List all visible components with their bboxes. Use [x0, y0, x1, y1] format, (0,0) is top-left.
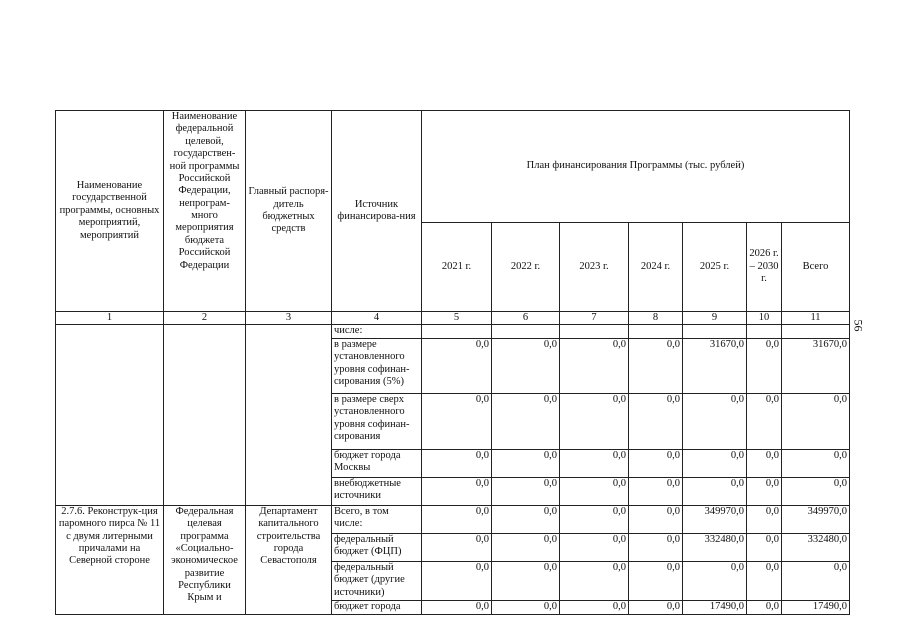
source-cell: внебюджетные источники	[332, 477, 422, 505]
value-cell: 0,0	[629, 600, 683, 614]
column-number: 11	[782, 312, 850, 325]
value-cell: 0,0	[422, 561, 492, 600]
column-number: 10	[747, 312, 782, 325]
header-financing-plan: План финансирования Программы (тыс. рублей)	[422, 111, 850, 223]
value-cell: 349970,0	[683, 505, 747, 533]
header-year-2021: 2021 г.	[422, 223, 492, 312]
empty-cell	[492, 325, 560, 338]
value-cell: 0,0	[629, 561, 683, 600]
federal-program-name: Федеральная целевая программа «Социально-экономическое развитие Республики Крым и	[164, 505, 246, 614]
value-cell: 0,0	[560, 393, 629, 449]
budget-manager-name: Департамент капитального строительства города Севастополя	[246, 505, 332, 614]
header-year-2022: 2022 г.	[492, 223, 560, 312]
value-cell: 0,0	[629, 505, 683, 533]
financing-table	[55, 110, 850, 615]
value-cell: 0,0	[629, 449, 683, 477]
value-cell: 0,0	[422, 505, 492, 533]
value-cell: 0,0	[782, 477, 850, 505]
empty-cell	[782, 325, 850, 338]
value-cell: 0,0	[747, 338, 782, 393]
value-cell: 0,0	[683, 561, 747, 600]
value-cell: 31670,0	[782, 338, 850, 393]
header-year-2024: 2024 г.	[629, 223, 683, 312]
source-cell: бюджет города Москвы	[332, 449, 422, 477]
column-number: 7	[560, 312, 629, 325]
value-cell: 0,0	[747, 533, 782, 561]
column-number-row	[56, 312, 850, 325]
value-cell: 0,0	[683, 393, 747, 449]
column-number: 1	[56, 312, 164, 325]
empty-cell	[246, 325, 332, 505]
column-number: 4	[332, 312, 422, 325]
column-number: 8	[629, 312, 683, 325]
value-cell: 0,0	[422, 477, 492, 505]
value-cell: 0,0	[782, 449, 850, 477]
source-cell: бюджет города	[332, 600, 422, 614]
value-cell: 332480,0	[782, 533, 850, 561]
value-cell: 0,0	[629, 338, 683, 393]
value-cell: 0,0	[492, 600, 560, 614]
source-cell: Всего, в том числе:	[332, 505, 422, 533]
table-row	[56, 325, 850, 338]
value-cell: 0,0	[747, 477, 782, 505]
value-cell: 31670,0	[683, 338, 747, 393]
value-cell: 0,0	[560, 505, 629, 533]
value-cell: 0,0	[560, 449, 629, 477]
empty-cell	[560, 325, 629, 338]
source-cell: федеральный бюджет (ФЦП)	[332, 533, 422, 561]
source-cell: числе:	[332, 325, 422, 338]
value-cell: 0,0	[560, 477, 629, 505]
value-cell: 0,0	[747, 600, 782, 614]
value-cell: 0,0	[492, 561, 560, 600]
page-number: 56	[851, 319, 866, 332]
empty-cell	[629, 325, 683, 338]
column-number: 5	[422, 312, 492, 325]
value-cell: 17490,0	[782, 600, 850, 614]
header-federal-program: Наименование федеральной целевой, государствен-ной программы Российской Федерации, непрограм-много мероприятия бюджета Российской Федерации	[164, 111, 246, 312]
value-cell: 0,0	[747, 393, 782, 449]
table-row	[56, 505, 850, 533]
empty-cell	[164, 325, 246, 505]
value-cell: 0,0	[492, 338, 560, 393]
value-cell: 0,0	[747, 449, 782, 477]
value-cell: 0,0	[747, 561, 782, 600]
value-cell: 0,0	[492, 533, 560, 561]
value-cell: 0,0	[683, 477, 747, 505]
header-budget-manager: Главный распоря-дитель бюджетных средств	[246, 111, 332, 312]
source-cell: в размере установленного уровня софинан-сирования (5%)	[332, 338, 422, 393]
value-cell: 0,0	[422, 600, 492, 614]
value-cell: 0,0	[629, 533, 683, 561]
column-number: 2	[164, 312, 246, 325]
value-cell: 0,0	[492, 393, 560, 449]
value-cell: 0,0	[422, 533, 492, 561]
value-cell: 0,0	[492, 477, 560, 505]
column-number: 6	[492, 312, 560, 325]
value-cell: 332480,0	[683, 533, 747, 561]
header-total: Всего	[782, 223, 850, 312]
header-program-name: Наименование государственной программы, основных мероприятий, мероприятий	[56, 111, 164, 312]
value-cell: 0,0	[560, 338, 629, 393]
value-cell: 0,0	[629, 393, 683, 449]
value-cell: 0,0	[560, 561, 629, 600]
value-cell: 0,0	[422, 449, 492, 477]
header-year-2026-2030: 2026 г. – 2030 г.	[747, 223, 782, 312]
column-number: 3	[246, 312, 332, 325]
value-cell: 0,0	[782, 561, 850, 600]
source-cell: в размере сверх установленного уровня софинан-сирования	[332, 393, 422, 449]
value-cell: 17490,0	[683, 600, 747, 614]
value-cell: 0,0	[683, 449, 747, 477]
value-cell: 0,0	[782, 393, 850, 449]
value-cell: 349970,0	[782, 505, 850, 533]
value-cell: 0,0	[492, 505, 560, 533]
empty-cell	[683, 325, 747, 338]
header-funding-source: Источник финансирова-ния	[332, 111, 422, 312]
value-cell: 0,0	[422, 393, 492, 449]
header-year-2023: 2023 г.	[560, 223, 629, 312]
value-cell: 0,0	[560, 600, 629, 614]
value-cell: 0,0	[492, 449, 560, 477]
value-cell: 0,0	[629, 477, 683, 505]
value-cell: 0,0	[560, 533, 629, 561]
source-cell: федеральный бюджет (другие источники)	[332, 561, 422, 600]
empty-cell	[747, 325, 782, 338]
header-year-2025: 2025 г.	[683, 223, 747, 312]
activity-name: 2.7.6. Реконструк-ция паромного пирса № 11 с двумя литерными причалами на Северной стороне	[56, 505, 164, 614]
empty-cell	[422, 325, 492, 338]
value-cell: 0,0	[422, 338, 492, 393]
empty-cell	[56, 325, 164, 505]
column-number: 9	[683, 312, 747, 325]
value-cell: 0,0	[747, 505, 782, 533]
